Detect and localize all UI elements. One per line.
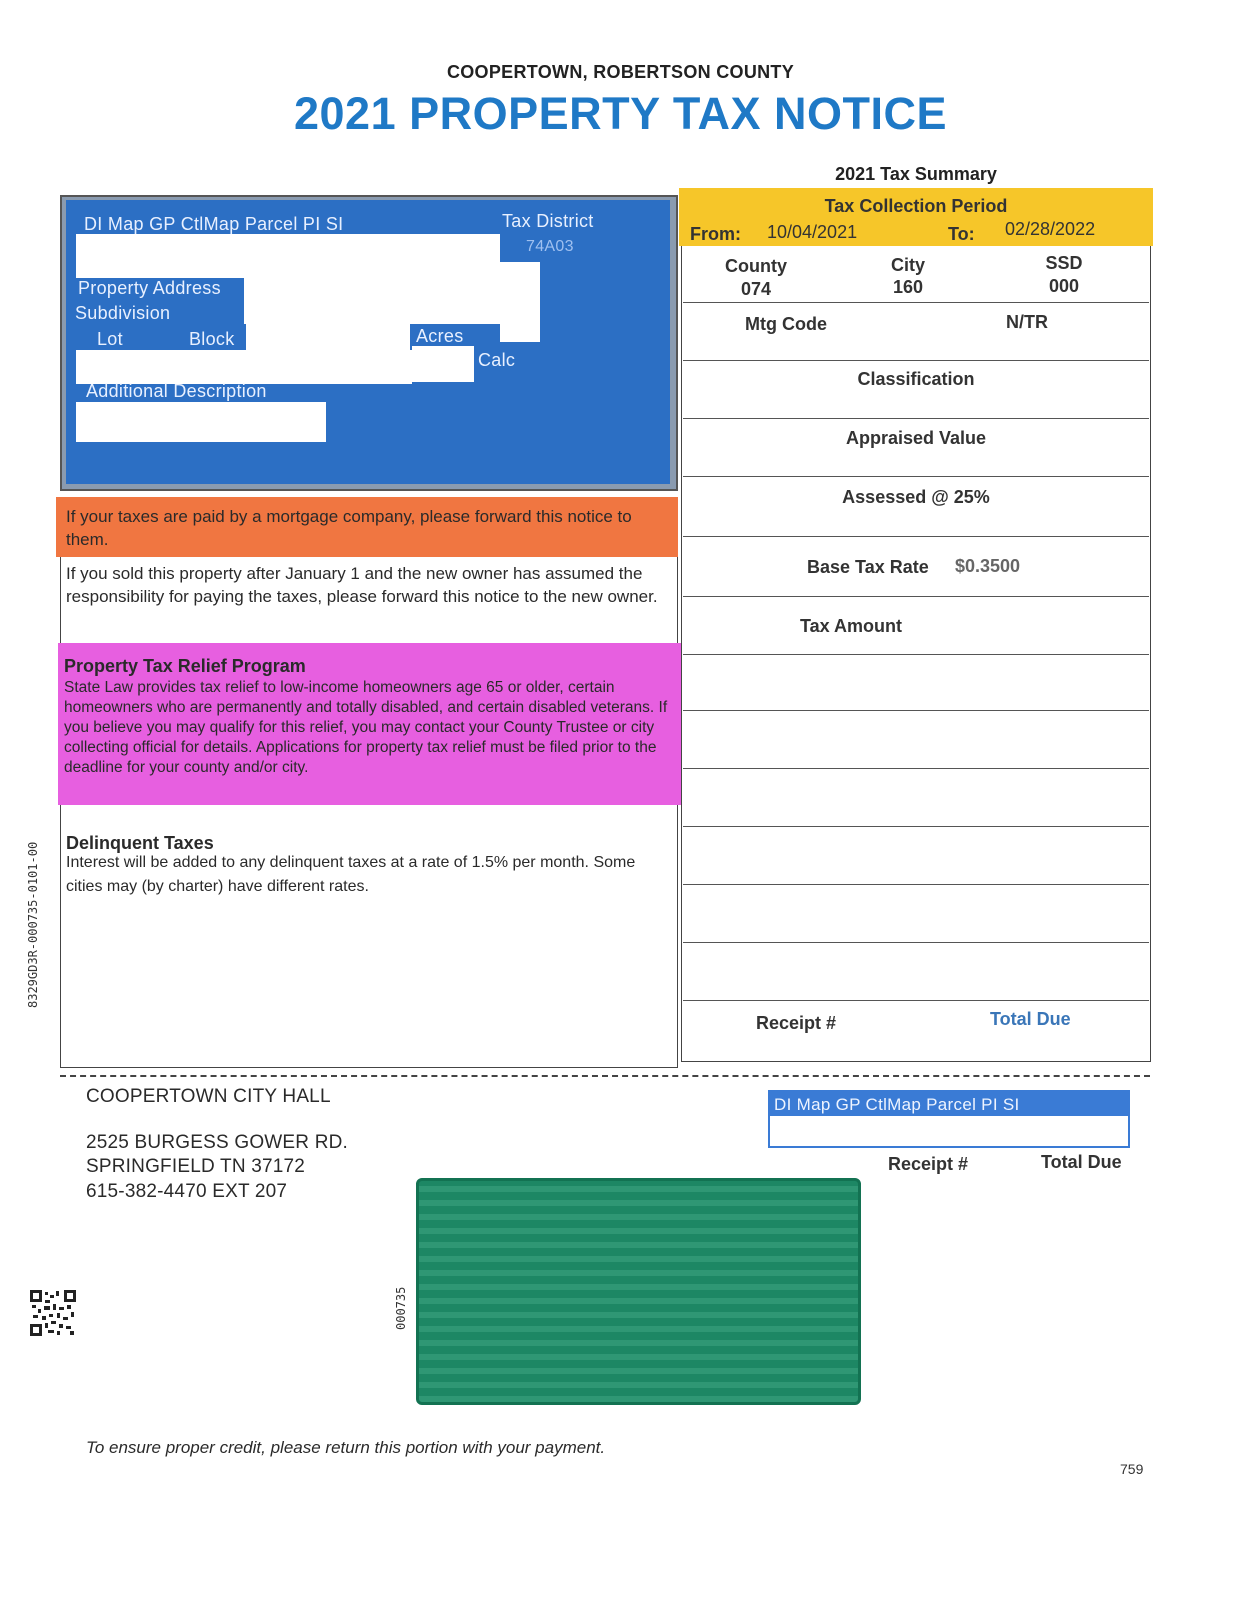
relief-program-title: Property Tax Relief Program [64, 656, 306, 676]
side-barcode-text: 8329GD3R-000735-0101-00 [26, 841, 40, 1008]
mtg-code-value: N/TR [1006, 312, 1048, 332]
return-name: COOPERTOWN CITY HALL [86, 1086, 331, 1107]
sold-property-note: If you sold this property after January 1 and the new owner has assumed the responsibility for paying the taxes, please forward this notice to the new owner. [66, 564, 658, 606]
receipt-label: Receipt # [756, 1013, 837, 1033]
additional-description-label: Additional Description [86, 381, 267, 401]
delinquent-taxes-body: Interest will be added to any delinquent taxes at a rate of 1.5% per month. Some cities may (by charter) have different rates. [66, 854, 636, 895]
summary-row-divider [683, 942, 1149, 943]
return-portion-note: To ensure proper credit, please return this portion with your payment. [86, 1438, 606, 1457]
city-label: City [890, 255, 925, 275]
property-address-label: Property Address [78, 278, 221, 298]
to-date: 02/28/2022 [1005, 219, 1096, 239]
redacted-block [246, 320, 410, 350]
mtg-code-label: Mtg Code [745, 314, 827, 334]
summary-row-divider [683, 884, 1149, 885]
relief-program-body: State Law provides tax relief to low-income homeowners age 65 or older, certain homeowners who are permanently and totally disabled, and certain disabled veterans. If you believe you may qualify for this relief, you may contact your County Trustee or city collecting official for details. Applications for property tax relief must be filed prior to the deadline for your county and/or city. [64, 679, 668, 776]
property-id-header: DI Map GP CtlMap Parcel PI SI [84, 214, 344, 234]
base-tax-rate-value: $0.3500 [955, 556, 1021, 576]
county-value: 074 [740, 279, 772, 299]
summary-row-divider [683, 710, 1149, 711]
summary-row-divider [683, 596, 1149, 597]
ssd-value: 000 [1048, 276, 1080, 296]
assessed-label: Assessed @ 25% [842, 487, 990, 507]
total-due-label: Total Due [990, 1009, 1071, 1029]
return-phone: 615-382-4470 EXT 207 [86, 1181, 288, 1202]
stub-total-due-label: Total Due [1041, 1152, 1122, 1172]
redacted-mailing-address [416, 1178, 861, 1405]
appraised-value-label: Appraised Value [845, 428, 987, 448]
classification-label: Classification [857, 369, 975, 389]
to-label: To: [948, 224, 975, 244]
subdivision-label: Subdivision [75, 303, 171, 323]
delinquent-taxes-title: Delinquent Taxes [66, 833, 214, 853]
calc-label: Calc [478, 350, 516, 370]
tax-district-value: 74A03 [526, 238, 574, 255]
summary-row-divider [683, 536, 1149, 537]
block-label: Block [189, 329, 235, 349]
city-value: 160 [892, 277, 924, 297]
tax-summary-title: 2021 Tax Summary [835, 164, 997, 184]
collection-period-label: Tax Collection Period [824, 196, 1008, 216]
summary-row-divider [683, 476, 1149, 477]
tax-amount-label: Tax Amount [800, 616, 902, 636]
stub-id-header: DI Map GP CtlMap Parcel PI SI [774, 1095, 1020, 1114]
summary-row-divider [683, 360, 1149, 361]
summary-row-divider [683, 1000, 1149, 1001]
summary-row-divider [683, 302, 1149, 303]
tax-district-label: Tax District [502, 211, 594, 231]
redacted-block [244, 264, 540, 324]
base-tax-rate-label: Base Tax Rate [807, 557, 929, 577]
lot-label: Lot [97, 329, 123, 349]
redacted-block [76, 402, 326, 442]
notice-title: 2021 PROPERTY TAX NOTICE [293, 88, 947, 139]
summary-row-divider [683, 418, 1149, 419]
summary-row-divider [683, 768, 1149, 769]
redacted-block [76, 350, 412, 384]
acres-label: Acres [416, 326, 464, 346]
page-code: 759 [1120, 1461, 1144, 1477]
redacted-block [412, 346, 474, 382]
city-county-header: COOPERTOWN, ROBERTSON COUNTY [446, 62, 795, 82]
from-label: From: [690, 224, 741, 244]
summary-row-divider [683, 654, 1149, 655]
ssd-label: SSD [1045, 253, 1083, 273]
county-label: County [725, 256, 787, 276]
qr-code-icon [30, 1290, 76, 1336]
stub-receipt-label: Receipt # [888, 1154, 969, 1174]
return-city-state-zip: SPRINGFIELD TN 37172 [86, 1156, 306, 1177]
stub-code-text: 000735 [394, 1286, 408, 1330]
mortgage-note: If your taxes are paid by a mortgage company, please forward this notice to them. [66, 507, 632, 549]
from-date: 10/04/2021 [767, 222, 858, 242]
tear-line [60, 1075, 1150, 1077]
return-street: 2525 BURGESS GOWER RD. [86, 1132, 349, 1153]
summary-row-divider [683, 826, 1149, 827]
